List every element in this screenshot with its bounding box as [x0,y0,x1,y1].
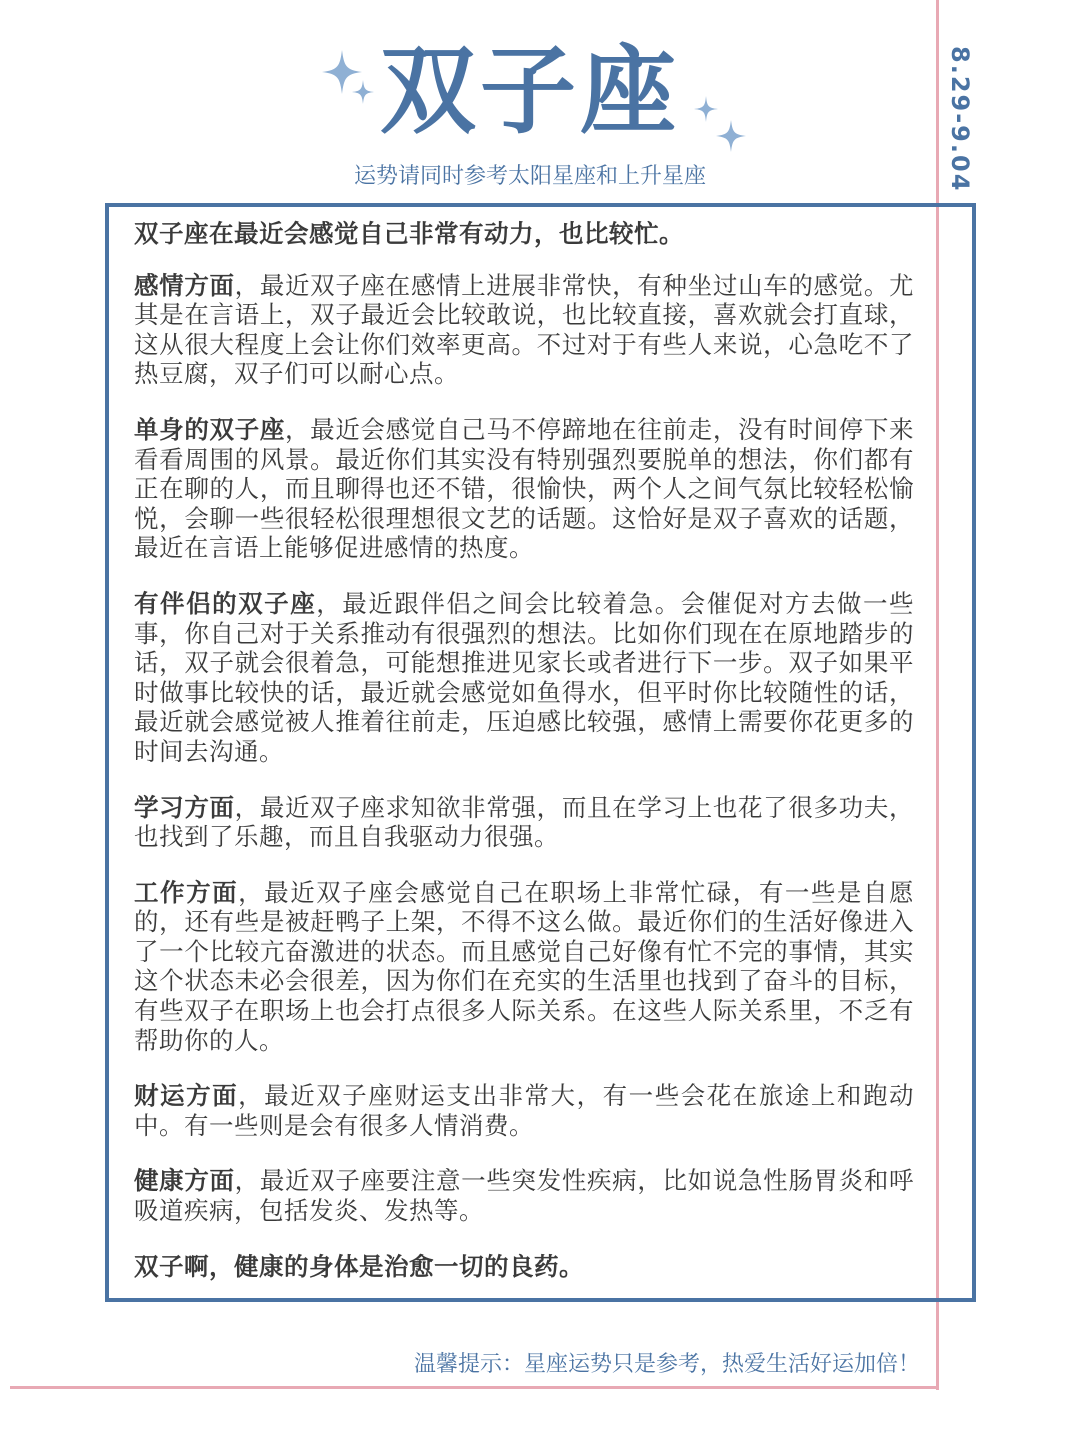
section-health [134,1166,914,1225]
footer-tip: 温馨提示：星座运势只是参考，热爱生活好运加倍！ [413,1352,920,1377]
section-text: ，最近会感觉自己马不停蹄地在往前走，没有时间停下来看看周围的风景。最近你们其实没有特别强烈要脱单的想法，你们都有正在聊的人，而且聊得也还不错，很愉快，两个人之间气氛比较轻松愉悦，会聊一些很轻松很理想很文艺的话题。这恰好是双子喜欢的话题，最近在言语上能够促进感情的热度。 [134,414,914,563]
section-title: 财运方面 [134,1081,239,1111]
section-title: 感情方面 [134,270,235,300]
section-title: 有伴侣的双子座 [134,588,317,618]
section-text: ，最近双子座会感觉自己在职场上非常忙碌，有一些是自愿的，还有些是被赶鸭子上架，不得不这么做。最近你们的生活好像进入了一个比较亢奋激进的状态。而且感觉自己好像有忙不完的事情，其实这个状态未必会很差，因为你们在充实的生活里也找到了奋斗的目标，有些双子在职场上也会打点很多人际关系。在这些人际关系里，不乏有帮助你的人。 [134,877,914,1055]
section-text: ，最近双子座求知欲非常强，而且在学习上也花了很多功夫，也找到了乐趣，而且自我驱动力很强。 [134,792,915,852]
intro-text: 双子座在最近会感觉自己非常有动力，也比较忙。 [134,219,684,248]
section-romance [134,271,914,389]
section-title: 工作方面 [134,877,239,907]
pink-horizontal-line [10,1386,939,1389]
article-body [134,219,914,1307]
section-text: ，最近双子座要注意一些突发性疾病，比如说急性肠胃炎和呼吸道疾病，包括发炎、发热等。 [134,1166,915,1226]
closing-text: 双子啊，健康的身体是治愈一切的良药。 [134,1251,584,1281]
section-title: 学习方面 [134,792,235,822]
section-title: 单身的双子座 [134,414,285,444]
section-partnered [134,589,914,767]
section-text: ，最近双子座在感情上进展非常快，有种坐过山车的感觉。尤其是在言语上，双子最近会比较敢说，也比较直接，喜欢就会打直球，这从很大程度上会让你们效率更高。不过对于有些人来说，心急吃不了热豆腐，双子们可以耐心点。 [134,270,915,389]
section-study [134,793,914,852]
section-title: 健康方面 [134,1166,235,1196]
subtitle: 运势请同时参考太阳星座和上升星座 [353,164,706,189]
date-range: 8.29-9.04 [946,46,974,193]
section-work [134,878,914,1056]
section-single [134,415,914,563]
section-text: ，最近双子座财运支出非常大，有一些会花在旅途上和跑动中。有一些则是会有很多人情消费。 [134,1081,914,1140]
section-wealth [134,1081,914,1140]
section-text: ，最近跟伴侣之间会比较着急。会催促对方去做一些事，你自己对于关系推动有很强烈的想法。比如你们现在在原地踏步的话，双子就会很着急，可能想推进见家长或者进行下一步。双子如果平时做事比较快的话，最近就会感觉如鱼得水，但平时你比较随性的话，最近就会感觉被人推着往前走，压迫感比较强，感情上需要你花更多的时间去沟通。 [134,588,915,766]
page-title: 双子座 [380,35,680,147]
